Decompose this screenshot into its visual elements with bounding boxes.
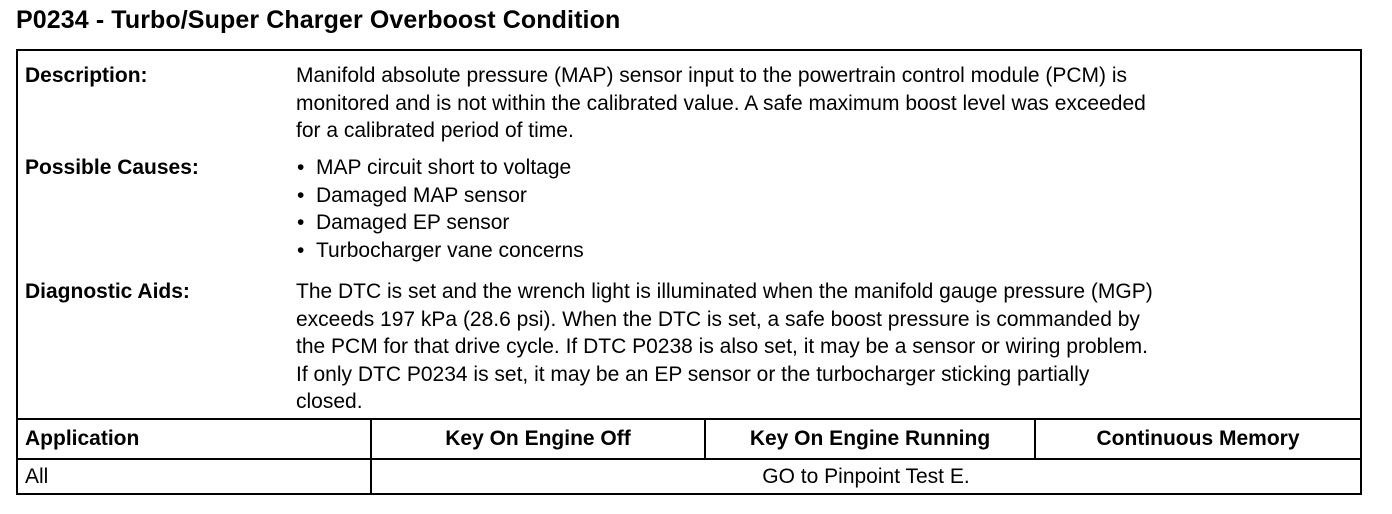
possible-causes-label: Possible Causes: [25,156,199,179]
cause-text: MAP circuit short to voltage [316,156,572,179]
diagnostic-aids-line: closed. [296,390,363,413]
bullet-icon: • [297,238,305,262]
cause-text: Turbocharger vane concerns [316,238,584,262]
description-line: for a calibrated period of time. [296,119,574,142]
diagnostic-aids-line: If only DTC P0234 is set, it may be an EP sensor or the turbocharger sticking partially [296,362,1090,386]
cause-text: Damaged EP sensor [316,211,510,234]
bullet-icon: • [297,156,305,179]
header-key-on-engine-running: Key On Engine Running [749,427,991,450]
list-item [296,237,1354,265]
application-table [18,418,1360,493]
cell-action: GO to Pinpoint Test E. [372,458,1360,493]
diagnostic-aids-text [296,278,1354,416]
column-divider [704,420,706,458]
diagnostic-aids-line: the PCM for that drive cycle. If DTC P0238 is also set, it may be a sensor or wiring problem. [296,335,1148,358]
bullet-icon: • [297,183,305,207]
description-line: monitored and is not within the calibrated value. A safe maximum boost level was exceeded [296,91,1146,115]
diagnostic-aids-label: Diagnostic Aids: [25,280,190,303]
header-application: Application [25,427,140,450]
diagnostic-aids-line: exceeds 197 kPa (28.6 psi). When the DTC is set, a safe boost pressure is commanded by [296,307,1140,331]
dtc-details [18,51,1360,418]
description-line: Manifold absolute pressure (MAP) sensor input to the powertrain control module (PCM) is [296,64,1128,87]
description-label: Description: [25,64,148,87]
bullet-icon: • [297,211,305,234]
list-item [296,182,1354,210]
list-item [296,209,1354,237]
cause-text: Damaged MAP sensor [316,183,527,207]
diagnostic-aids-line: The DTC is set and the wrench light is illuminated when the manifold gauge pressure (MGP) [296,280,1153,303]
description-text [296,62,1354,145]
page-title: P0234 - Turbo/Super Charger Overboost Condition [16,6,621,34]
column-divider [370,420,372,493]
header-key-on-engine-off: Key On Engine Off [445,427,631,450]
column-divider [1034,420,1036,458]
possible-causes-content [296,154,1354,264]
list-item [296,154,1354,182]
header-continuous-memory: Continuous Memory [1096,427,1300,450]
possible-causes-list [296,154,1354,264]
cell-application: All [18,458,370,493]
dtc-info-box [16,49,1362,495]
